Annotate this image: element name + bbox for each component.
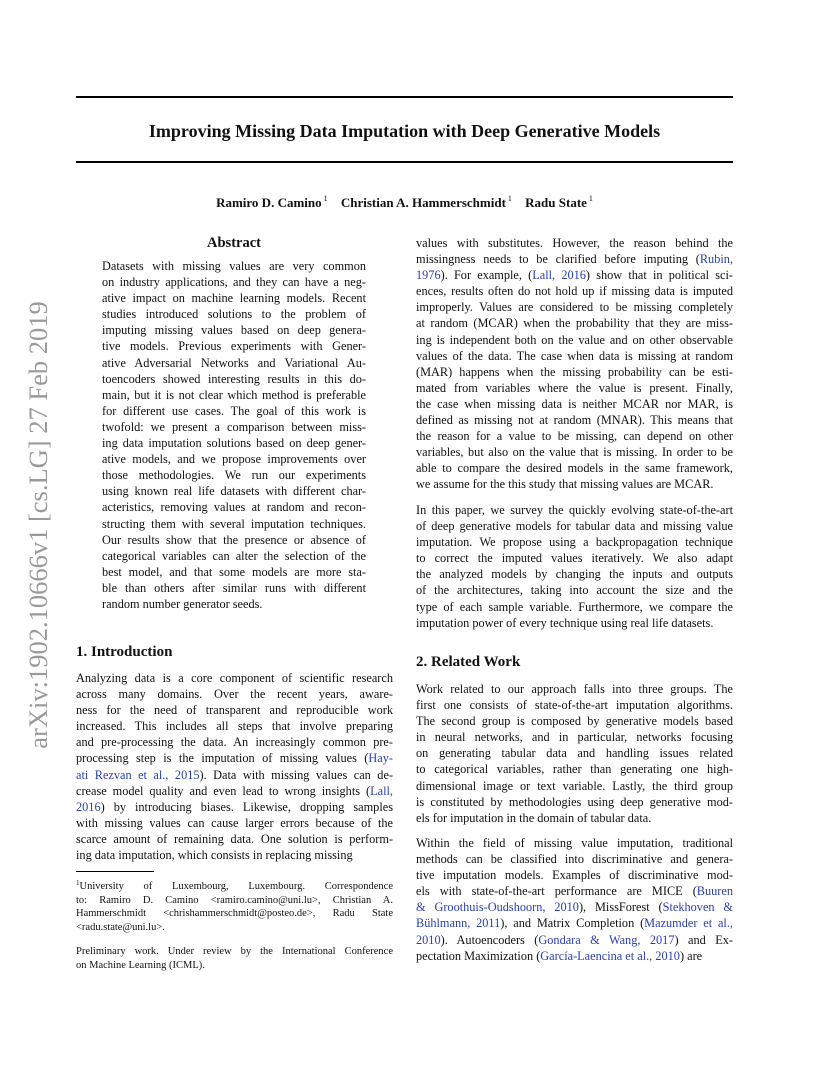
text-line: first one consists of state-of-the-art imputation algorithms. (416, 698, 733, 713)
text-line: Work related to our approach falls into three groups. The (416, 682, 733, 696)
text-line: studies introduced solutions to the problem of (102, 307, 366, 322)
text-line: Hammerschmidt <chrishammerschmidt@posteo.de>, Radu State (76, 908, 393, 919)
text-line: ative Adversarial Networks and Variational Au- (102, 355, 366, 370)
citation-link[interactable]: Rubin, (699, 252, 733, 267)
text-line: to categorical variables, rather than generating one high- (416, 762, 733, 777)
text-line: categorical variables can alter the selection of the (102, 548, 366, 563)
text-line: we assume for the this study that missing values are MCAR. (416, 477, 714, 492)
text-line: processing step is the imputation of missing values (Hay- (76, 751, 393, 766)
author (341, 195, 512, 210)
footnote-mark: 1 (76, 879, 80, 887)
text-line: methods can be classified into discriminative and genera- (416, 852, 733, 867)
affiliation-footnote (76, 877, 393, 934)
text-line: on Machine Learning (ICML). (76, 959, 205, 971)
text-line: at random (MCAR) when the probability that they are miss- (416, 316, 733, 331)
text-line: <radu.state@uni.lu>. (76, 921, 165, 933)
author-name: Ramiro D. Camino (216, 195, 322, 210)
text-line: pectation Maximization (García-Laencina et al., 2010) are (416, 948, 703, 963)
text-line: acteristics, removing values at random and recon- (102, 500, 366, 515)
text-line: ing data imputation, which consists in replacing missing (76, 848, 353, 863)
author-name: Radu State (525, 195, 587, 210)
text-line: values of the data. The case when data is missing at random (416, 348, 733, 363)
text-line: imputing missing values based on deep genera- (102, 323, 366, 338)
text-line: the reason for a value to be missing, can depend on other (416, 429, 733, 444)
text-line: dimensional image or text variable. Lastly, the third group (416, 778, 733, 793)
text-line: 2010). Autoencoders (Gondara & Wang, 2017) and Ex- (416, 932, 733, 947)
citation-link[interactable]: García-Laencina et al., 2010 (540, 948, 680, 963)
text-line: type of each sample variable. Furthermore, we compare the (416, 599, 733, 614)
text-line: imputation. We propose using a backpropagation technique (416, 535, 733, 550)
text-line: In this paper, we survey the quickly evolving state-of-the-art (416, 503, 733, 517)
citation-link[interactable]: Bühlmann, 2011 (416, 916, 501, 931)
author-name: Christian A. Hammerschmidt (340, 195, 506, 210)
text-line: of the architectures, taking into account the size and the (416, 583, 733, 598)
text-line: increased. This includes all steps that involve preparing (76, 719, 393, 734)
abstract-heading: Abstract (207, 235, 261, 251)
citation-link[interactable]: & Groothuis-Oudshoorn, 2010 (416, 900, 579, 915)
text-line: random number generator seeds. (102, 596, 263, 611)
text-line: ing data imputation solutions based on deep gener- (102, 436, 366, 451)
text-line: Within the field of missing value imputation, traditional (416, 836, 733, 850)
related-work-paragraph (416, 681, 733, 826)
citation-link[interactable]: 2010 (416, 932, 441, 947)
related-work-paragraph (416, 835, 733, 964)
text-line: is constituted by methodologies using deep generative mod- (416, 794, 733, 809)
citation-link[interactable]: Lall, (370, 783, 393, 798)
text-line: tive imputation models. Examples of discriminative mod- (416, 868, 733, 883)
text-line: els for imputation in the domain of tabular data. (416, 810, 652, 825)
text-line: ences, results often do not hold up if missing data is imputed (416, 284, 733, 299)
text-line: tive models. Previous experiments with Gener- (102, 339, 366, 354)
text-line: (MAR) happens when the missing probability can be esti- (416, 364, 733, 379)
text-line: ative models, and we propose improvements over (102, 452, 366, 467)
paper-title: Improving Missing Data Imputation with Deep Generative Models (148, 121, 661, 141)
text-line: across many domains. Over the recent years, aware- (76, 687, 393, 702)
text-line: the case when missing data is neither MCAR nor MAR, is (416, 396, 733, 411)
introduction-paragraph (416, 502, 733, 631)
text-line: with missing values can cause larger errors because of the (76, 815, 393, 830)
text-line: $^1$University of Luxembourg, Luxembourg. Correspondence (76, 879, 393, 892)
text-line: crease model quality and even lead to wrong insights (Lall, (76, 783, 393, 798)
text-line: missingness needs to be clarified before imputing (Rubin, (416, 252, 733, 267)
text-line: variables, but also on the value that is missing. In order to be (416, 445, 733, 460)
text-line: Our results show that the presence or absence of (102, 532, 366, 547)
text-line: best model, and that some models are more sta- (102, 564, 366, 579)
text-line: using known real life datasets with different char- (102, 484, 366, 499)
author (216, 195, 328, 210)
text-line: in neural networks, and in particular, networks focusing (416, 730, 733, 745)
preliminary-work-note (76, 945, 393, 972)
text-line: ati Rezvan et al., 2015). Data with missing values can de- (76, 767, 393, 782)
citation-link[interactable]: 1976 (416, 268, 441, 283)
author (525, 195, 593, 210)
citation-link[interactable]: Mazumder et al., (644, 916, 733, 931)
arxiv-identifier: arXiv:1902.10666v1 [cs.LG] 27 Feb 2019 (23, 301, 53, 749)
introduction-paragraph (76, 670, 393, 863)
text-line: ing is independent both on the value and on other observable (416, 332, 733, 347)
text-line: defined as missing not at random (MNAR). This means that (416, 413, 733, 428)
author-affiliation-mark: 1 (323, 194, 328, 203)
author-affiliation-mark: 1 (588, 194, 593, 203)
text-line: Bühlmann, 2011), and Matrix Completion (Mazumder et al., (416, 916, 733, 931)
section-heading-introduction: 1. Introduction (76, 644, 173, 660)
author-list (76, 190, 733, 212)
citation-link[interactable]: Stekhoven & (662, 900, 733, 915)
text-line: ble than others after similar runs with different (102, 580, 366, 595)
text-line: for different use cases. The goal of this work is (102, 403, 366, 418)
text-line: toencoders showed interesting results in this do- (102, 371, 366, 386)
text-line: and pre-processing the data. An increasingly common pre- (76, 735, 393, 750)
text-line: imputation power of every technique using real life datasets. (416, 615, 714, 630)
text-line: on industry applications, and they can have a neg- (102, 275, 366, 290)
text-line: those methodologies. We run our experiments (102, 468, 366, 483)
text-line: Preliminary work. Under review by the International Conference (76, 946, 393, 957)
text-line: improperly. Values are considered to be missing completely (416, 300, 733, 315)
arxiv-stamp (14, 289, 62, 761)
text-line: 2016) by introducing biases. Likewise, dropping samples (76, 799, 393, 814)
text-line: 1976). For example, (Lall, 2016) show that in political sci- (416, 268, 734, 283)
text-line: structing them with several imputation techniques. (102, 516, 366, 531)
text-line: to correct the imputed values iteratively. We also adapt (416, 551, 733, 566)
title-top-rule (76, 96, 733, 98)
citation-link[interactable]: Buuren (696, 884, 733, 899)
citation-link[interactable]: 2016 (76, 799, 101, 814)
text-line: mated from variables where the value is present. Finally, (416, 380, 733, 395)
text-line: ative impact on machine learning models. Recent (102, 291, 366, 306)
text-line: & Groothuis-Oudshoorn, 2010), MissForest (Stekhoven & (416, 900, 733, 915)
text-line: The second group is composed by generative models based (416, 714, 733, 729)
text-line: values with substitutes. However, the reason behind the (416, 236, 733, 250)
introduction-paragraph (416, 235, 733, 493)
author-affiliation-mark: 1 (507, 194, 512, 203)
section-heading-related-work: 2. Related Work (416, 654, 521, 670)
text-line: els with state-of-the-art performance are MICE (Buuren (416, 884, 733, 899)
abstract-text (102, 258, 366, 612)
citation-link[interactable]: Lall, 2016 (532, 268, 586, 283)
text-line: scarce amount of remaining data. One solution is perform- (76, 831, 393, 846)
text-line: of deep generative models for tabular data and missing value (416, 519, 733, 534)
text-line: on generating tabular data and handling issues related (416, 746, 733, 761)
citation-link[interactable]: ati Rezvan et al., 2015 (76, 767, 200, 782)
citation-link[interactable]: Gondara & Wang, 2017 (538, 932, 675, 947)
text-line: to: Ramiro D. Camino <ramiro.camino@uni.lu>, Christian A. (76, 894, 393, 906)
text-line: able to compare the desired models in the same framework, (416, 461, 733, 476)
text-line: main, but it is not clear which method is preferable (102, 387, 366, 402)
title-bottom-rule (76, 161, 733, 163)
citation-link[interactable]: Hay- (368, 751, 393, 766)
text-line: the analyzed models by changing the inputs and outputs (416, 567, 733, 582)
footnote-rule (76, 871, 154, 872)
text-line: Analyzing data is a core component of scientific research (76, 671, 393, 685)
text-line: ness for the need of transparent and reproducible work (76, 703, 393, 718)
text-line: twofold: we present a comparison between miss- (102, 419, 366, 434)
text-line: Datasets with missing values are very common (102, 259, 366, 273)
